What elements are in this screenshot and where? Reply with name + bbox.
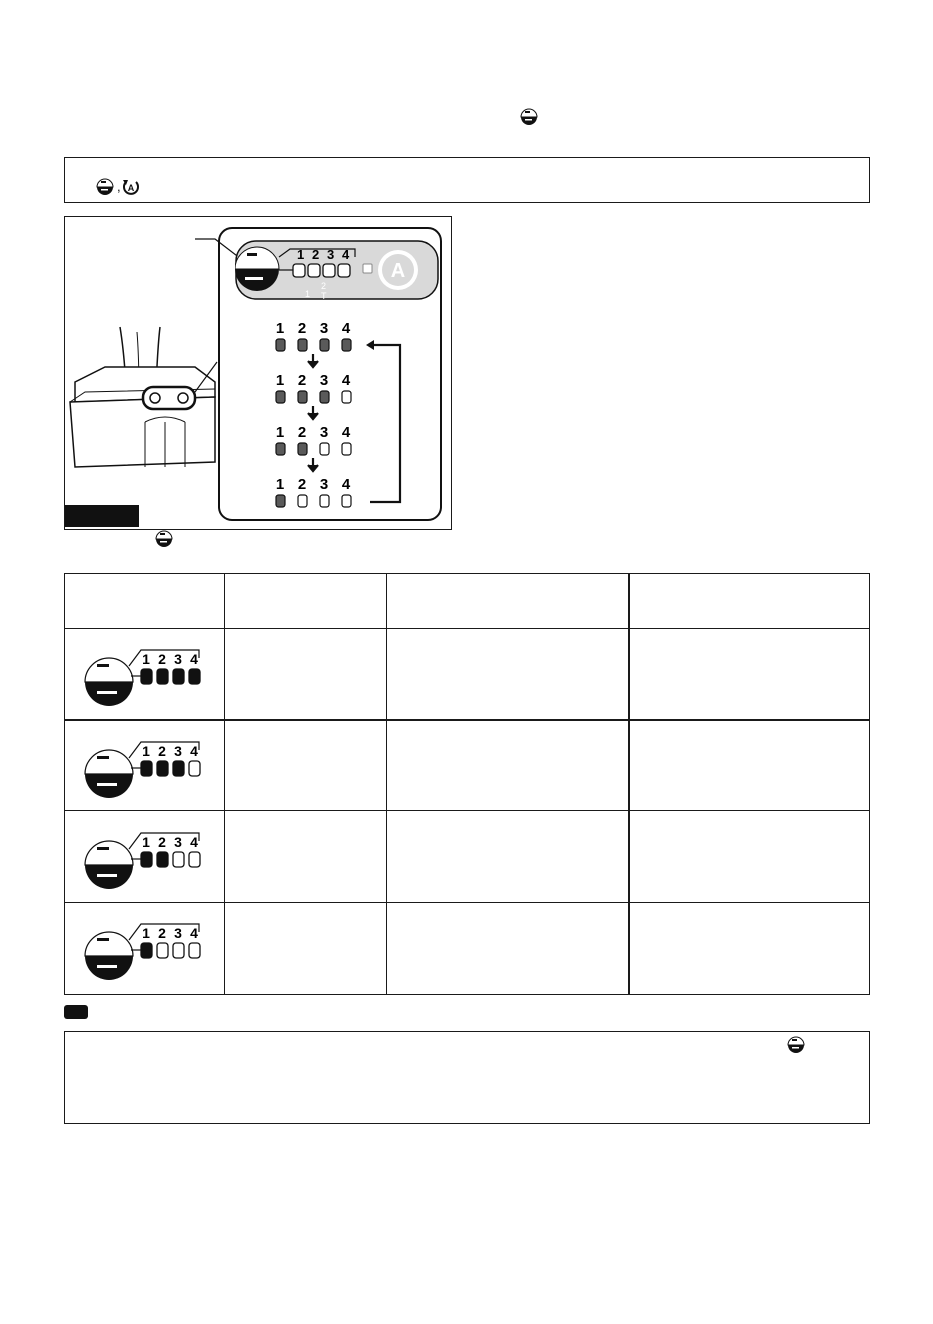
sequence-number: 4 <box>341 424 351 441</box>
led-off <box>189 852 200 867</box>
svg-text:2: 2 <box>312 247 320 262</box>
led-on <box>320 391 329 403</box>
svg-text:1: 1 <box>297 247 305 262</box>
down-arrow <box>308 354 318 367</box>
figure-caption-icon <box>155 530 173 553</box>
sequence-number: 1 <box>275 372 285 389</box>
led-on <box>189 669 200 684</box>
svg-text:2: 2 <box>321 281 327 291</box>
sequence-number: 3 <box>319 476 329 493</box>
indicator-icon <box>83 728 203 804</box>
led-off <box>189 943 200 958</box>
led-on <box>276 443 285 455</box>
led-off <box>320 495 329 507</box>
note-mode-icon <box>96 178 114 201</box>
led-on <box>173 761 184 776</box>
led-on <box>141 761 152 776</box>
auto-mode-icon <box>122 178 140 196</box>
bottom-note-icon <box>787 1036 805 1059</box>
svg-text:A: A <box>127 183 135 193</box>
mode-dial-icon <box>520 108 538 126</box>
led-off <box>173 943 184 958</box>
led-on <box>298 339 307 351</box>
sequence-number: 3 <box>319 424 329 441</box>
indicator-icon <box>83 819 203 895</box>
panel-closeup <box>235 239 440 303</box>
led-on <box>157 669 168 684</box>
svg-text:3: 3 <box>327 247 335 262</box>
indicator-number: 1 <box>142 834 150 850</box>
led-off <box>342 391 351 403</box>
sequence-number: 2 <box>297 476 307 493</box>
led-on <box>157 761 168 776</box>
led-off <box>298 495 307 507</box>
sequence-number: 1 <box>275 424 285 441</box>
indicator-number: 3 <box>174 743 182 759</box>
led-off <box>173 852 184 867</box>
indicator-number: 2 <box>158 651 166 667</box>
indicator-number: 1 <box>142 925 150 941</box>
indicator-number: 4 <box>190 925 198 941</box>
sequence-number: 2 <box>297 424 307 441</box>
sequence-number: 2 <box>297 320 307 337</box>
led-off <box>342 495 351 507</box>
led-on <box>298 443 307 455</box>
led-sequence <box>270 309 430 519</box>
svg-text:T: T <box>321 291 327 301</box>
led-on <box>141 669 152 684</box>
language-tag <box>64 1005 88 1019</box>
indicator-icon <box>83 636 203 712</box>
indicator-number: 4 <box>190 651 198 667</box>
indicator-number: 3 <box>174 834 182 850</box>
header-mode-icon <box>520 108 538 126</box>
figure-frame <box>64 216 452 530</box>
down-arrow <box>308 458 318 471</box>
indicator-icon <box>83 910 203 986</box>
mode-dial-icon <box>96 178 114 196</box>
led-on <box>342 339 351 351</box>
mode-table <box>64 573 870 995</box>
indicator-number: 3 <box>174 651 182 667</box>
led-on <box>157 852 168 867</box>
mode-dial-icon <box>155 530 173 548</box>
sequence-number: 2 <box>297 372 307 389</box>
note-auto-icon <box>122 178 140 201</box>
sequence-number: 1 <box>275 476 285 493</box>
indicator-number: 3 <box>174 925 182 941</box>
indicator-number: 2 <box>158 925 166 941</box>
svg-text:1: 1 <box>305 289 311 299</box>
indicator-number: 1 <box>142 651 150 667</box>
down-arrow <box>308 406 318 419</box>
note-separator: , <box>117 179 121 194</box>
indicator-number: 4 <box>190 834 198 850</box>
led-off <box>189 761 200 776</box>
return-arrow-head <box>366 340 374 350</box>
led-off <box>157 943 168 958</box>
svg-text:A: A <box>390 260 406 282</box>
led-on <box>320 339 329 351</box>
led-on <box>276 391 285 403</box>
led-on <box>298 391 307 403</box>
led-off <box>320 443 329 455</box>
led-on <box>276 339 285 351</box>
sequence-number: 4 <box>341 320 351 337</box>
bottom-note-box <box>64 1031 870 1124</box>
indicator-number: 1 <box>142 743 150 759</box>
svg-text:4: 4 <box>342 247 350 262</box>
led-on <box>173 669 184 684</box>
led-on <box>141 943 152 958</box>
sequence-number: 4 <box>341 372 351 389</box>
indicator-number: 2 <box>158 743 166 759</box>
sequence-number: 3 <box>319 372 329 389</box>
indicator-number: 4 <box>190 743 198 759</box>
indicator-number: 2 <box>158 834 166 850</box>
mode-dial-icon <box>787 1036 805 1054</box>
led-off <box>342 443 351 455</box>
sequence-number: 3 <box>319 320 329 337</box>
sequence-number: 1 <box>275 320 285 337</box>
return-arrow <box>370 345 400 502</box>
led-on <box>276 495 285 507</box>
note-box <box>64 157 870 203</box>
sequence-number: 4 <box>341 476 351 493</box>
led-on <box>141 852 152 867</box>
